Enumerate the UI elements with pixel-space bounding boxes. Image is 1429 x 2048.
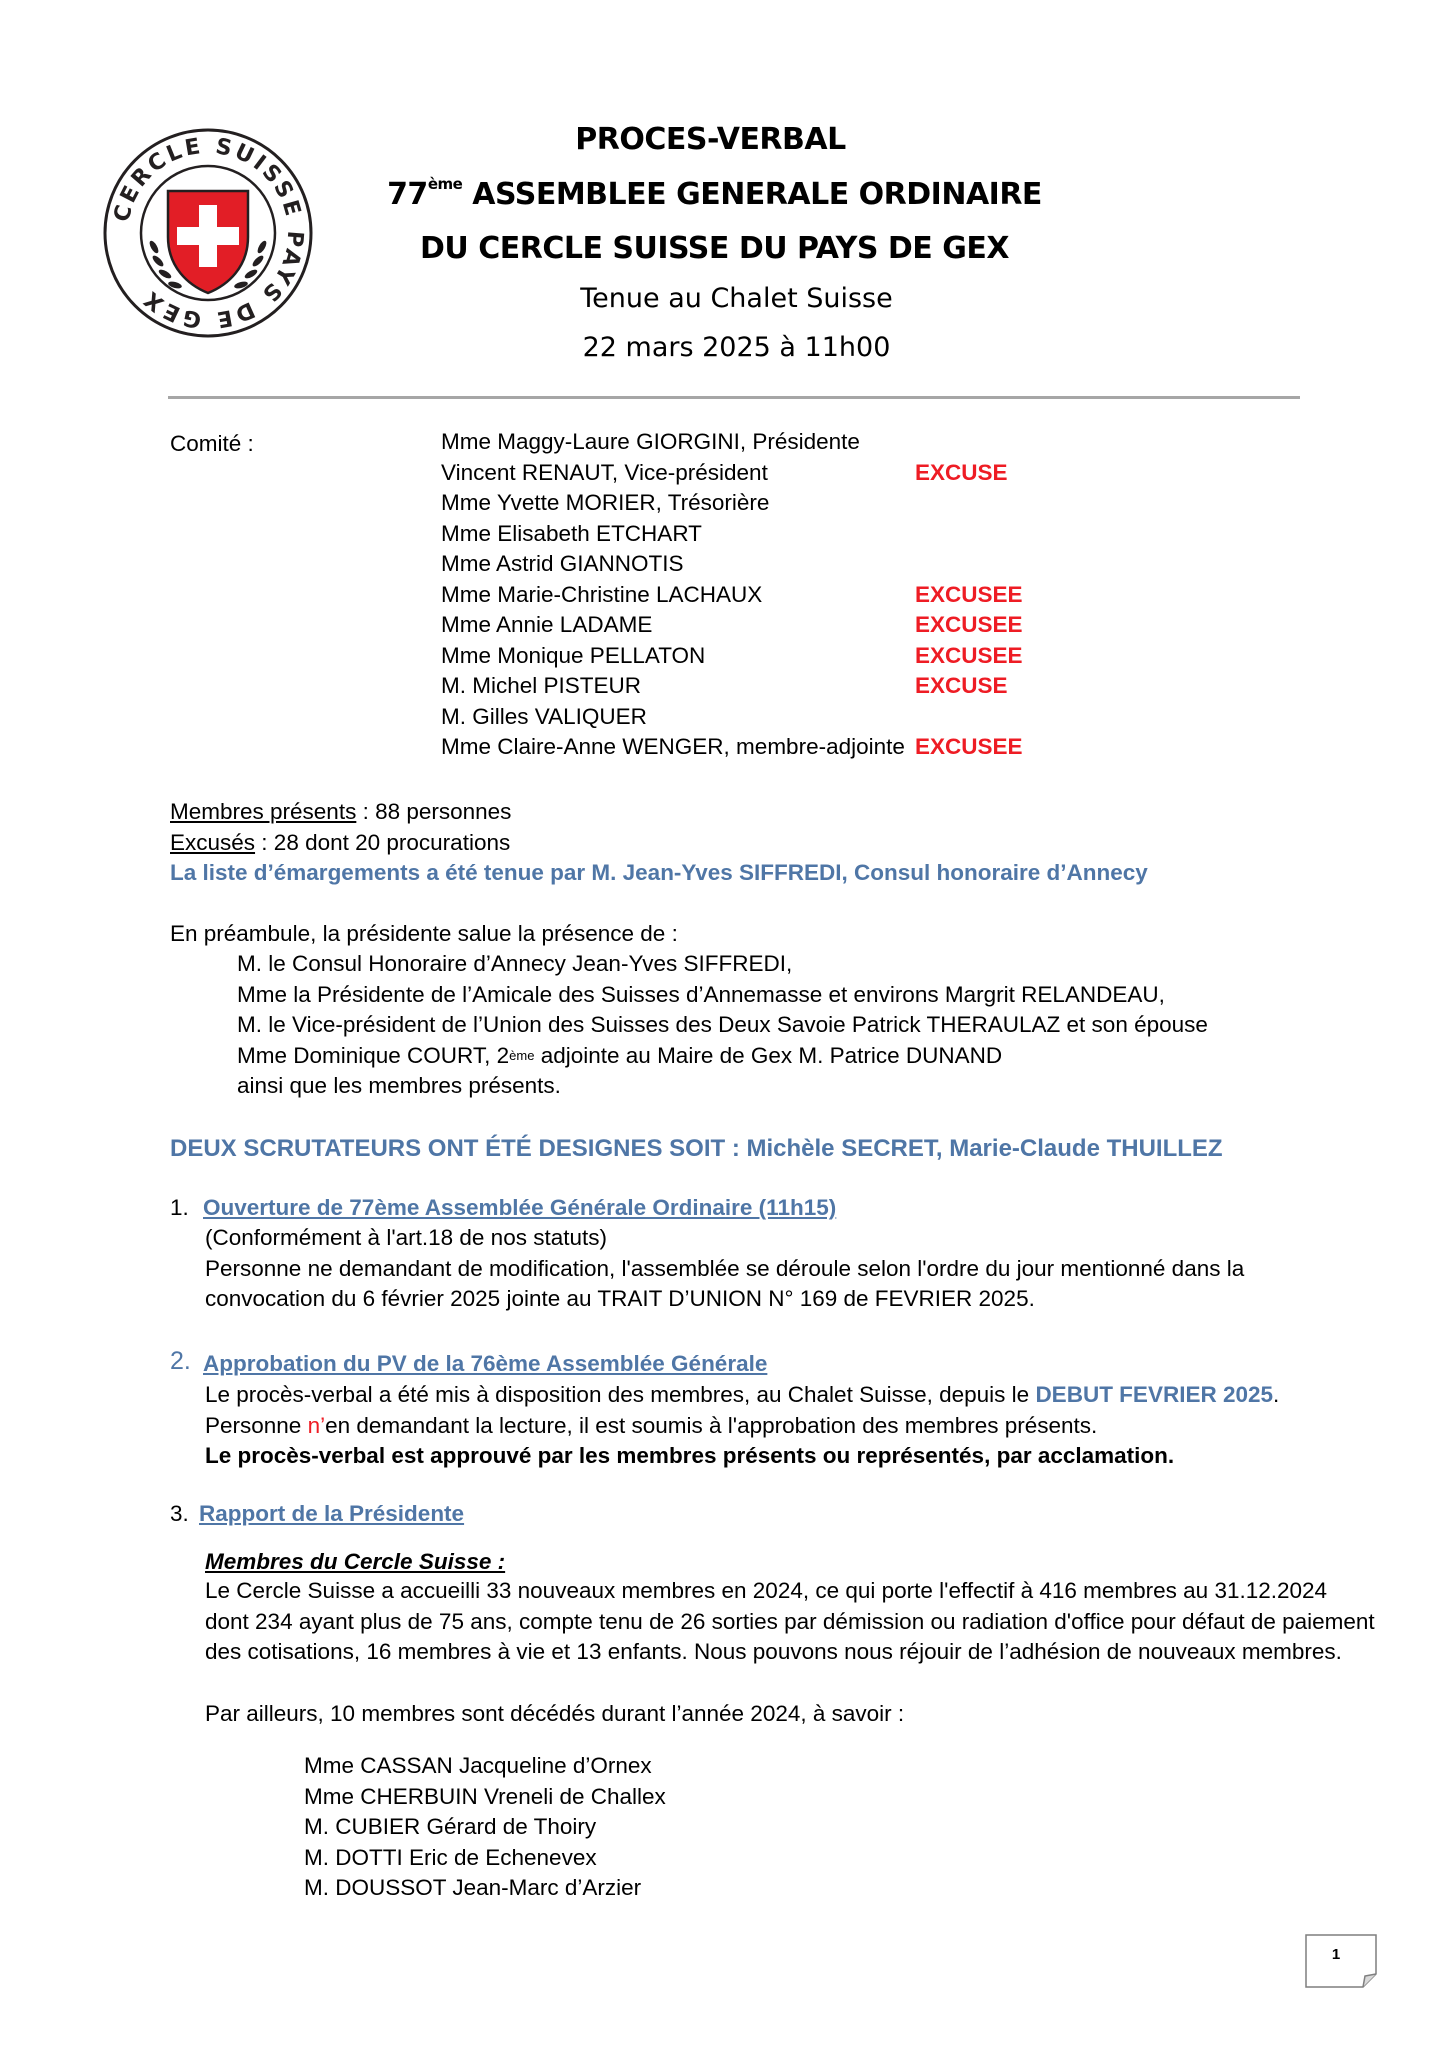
deceased-item: M. DOTTI Eric de Echenevex (304, 1844, 597, 1870)
members-present-label: Membres présents (170, 799, 357, 824)
members-present (170, 797, 1148, 828)
guest-item: Mme Dominique COURT, 2ème adjointe au Maire de Gex M. Patrice DUNAND (237, 1042, 1003, 1068)
deceased-item: M. CUBIER Gérard de Thoiry (304, 1814, 597, 1839)
section1-title: Ouverture de 77ème Assemblée Générale Ordinaire (11h15) (203, 1195, 837, 1220)
committee-member: Mme Astrid GIANNOTIS (441, 551, 684, 576)
guest-list (237, 949, 1208, 1102)
section3-title: Rapport de la Présidente (199, 1501, 465, 1526)
deceased-list (304, 1751, 666, 1904)
status-excused: EXCUSEE (915, 612, 1023, 637)
members-excused-value: : 28 dont 20 procurations (255, 829, 511, 855)
venue: Tenue au Chalet Suisse (580, 283, 893, 314)
status-excused: EXCUSEE (915, 734, 1023, 759)
status-excused: EXCUSEE (915, 581, 1023, 607)
committee-member: Mme Yvette MORIER, Trésorière (441, 490, 770, 515)
assembly-title-text: ASSEMBLEE GENERALE ORDINAIRE (462, 177, 1042, 212)
guest-item: M. le Consul Honoraire d’Annecy Jean-Yves SIFFREDI, (237, 951, 793, 976)
section1-body: (Conformément à l'art.18 de nos statuts) Personne ne demandant de modification, l'assemblée se déroule selon l'ordre du jour mentionné dans la convocation du 6 février 2025 jointe au TRAIT D’UNION N° 169 de FEVRIER 2025. (205, 1225, 1245, 1311)
committee-member: Mme Marie-Christine LACHAUX EXCUSEE (441, 580, 905, 611)
section3-deceased-intro: Par ailleurs, 10 membres sont décédés durant l’année 2024, à savoir : (205, 1701, 905, 1726)
assembly-title (0, 177, 1429, 212)
date-time: 22 mars 2025 à 11h00 (582, 332, 891, 363)
members-excused (170, 828, 1148, 859)
organization-title: DU CERCLE SUISSE DU PAYS DE GEX (420, 231, 1009, 266)
assembly-number: 77 (387, 177, 428, 212)
guest-item: M. le Vice-président de l’Union des Suisses des Deux Savoie Patrick THERAULAZ et son épouse (237, 1012, 1208, 1037)
status-excused: EXCUSEE (915, 642, 1023, 668)
guest-closing: ainsi que les membres présents. (237, 1073, 561, 1098)
section1-number: 1. (170, 1195, 189, 1220)
committee-member: Mme Annie LADAME EXCUSEE (441, 610, 905, 641)
members-excused-label: Excusés (170, 829, 256, 855)
deceased-item: M. DOUSSOT Jean-Marc d’Arzier (304, 1875, 642, 1900)
preamble-intro: En préambule, la présidente salue la présence de : (170, 921, 678, 946)
svg-text:CERCLE SUISSE PAYS DE GEX: CERCLE SUISSE PAYS DE GEX (109, 133, 308, 333)
signin-note: La liste d’émargements a été tenue par M. Jean-Yves SIFFREDI, Consul honoraire d’Annecy (170, 860, 1148, 885)
committee-member: M. Gilles VALIQUER (441, 703, 647, 729)
deceased-item: Mme CHERBUIN Vreneli de Challex (304, 1783, 666, 1809)
highlight-date: DEBUT FEVRIER 2025 (1035, 1382, 1274, 1407)
section3-paragraph: Le Cercle Suisse a accueilli 33 nouveaux membres en 2024, ce qui porte l'effectif à 416 membres au 31.12.2024 dont 234 ayant plus de 75 ans, compte tenu de 26 sorties par démission ou radiation d'office pour défaut de paiement des cotisations, 16 membres à vie et 13 enfants. Nous pouvons nous réjouir de l’adhésion de nouveaux membres. (205, 1578, 1375, 1664)
section2-number: 2. (170, 1347, 191, 1375)
committee-label: Comité : (170, 431, 254, 456)
assembly-number-suffix: ème (427, 175, 463, 193)
section2-title: Approbation du PV de la 76ème Assemblée Générale (203, 1351, 768, 1376)
committee-member: M. Michel PISTEUR EXCUSE (441, 671, 905, 702)
members-present-value: : 88 personnes (356, 799, 512, 824)
committee-member: Mme Claire-Anne WENGER, membre-adjointe EXCUSEE (441, 732, 905, 763)
page-number: 1 (1331, 1946, 1341, 1963)
committee-list (441, 427, 1023, 763)
section2-body: Le procès-verbal a été mis à disposition des membres, au Chalet Suisse, depuis le DEBUT FEVRIER 2025. Personne n’en demandant la lecture, il est soumis à l'approbation des membres présents. Le procès-verbal est approuvé par les membres présents ou représentés, par acclamation. (205, 1380, 1279, 1472)
section3-subheading: Membres du Cercle Suisse : (205, 1549, 506, 1574)
approval-statement: Le procès-verbal est approuvé par les membres présents ou représentés, par acclamation. (205, 1443, 1175, 1468)
committee-member: Mme Elisabeth ETCHART (441, 520, 702, 546)
scrutineers: DEUX SCRUTATEURS ONT ÉTÉ DESIGNES SOIT : Michèle SECRET, Marie-Claude THUILLEZ (170, 1135, 1223, 1162)
status-excused: EXCUSE (915, 673, 1008, 698)
header-divider (168, 396, 1300, 399)
committee-member: Vincent RENAUT, Vice-président EXCUSE (441, 458, 905, 489)
document-title: PROCES-VERBAL (575, 122, 846, 157)
section3-number: 3. (170, 1501, 189, 1526)
deceased-item: Mme CASSAN Jacqueline d’Ornex (304, 1753, 652, 1778)
committee-member: Mme Maggy-Laure GIORGINI, Présidente (441, 429, 860, 454)
page-number-box (1305, 1934, 1377, 1988)
guest-item: Mme la Présidente de l’Amicale des Suisses d’Annemasse et environs Margrit RELANDEAU, (237, 981, 1165, 1007)
committee-member: Mme Monique PELLATON EXCUSEE (441, 641, 905, 672)
attendance (170, 797, 1148, 889)
status-excused: EXCUSE (915, 459, 1008, 485)
